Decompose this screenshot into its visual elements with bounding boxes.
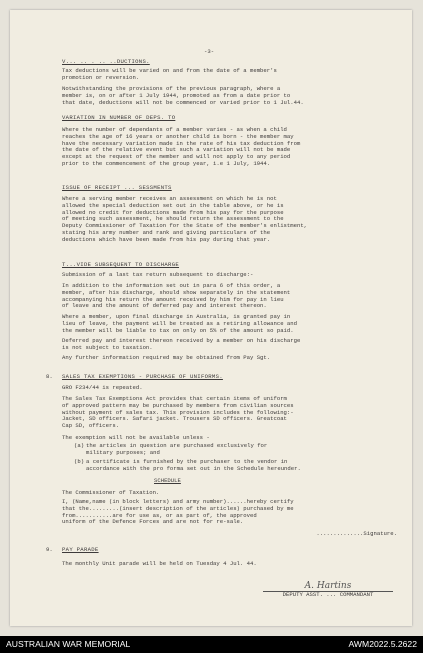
paragraph-exemption-unless: The exemption will not be available unless - [62,434,210,441]
paragraph-deferred-pay: Deferred pay and interest thereon received by a member on his discharge is not subject to taxation. [62,337,301,351]
paragraph-notwithstanding: Notwithstanding the provisions of the previous paragraph, where a member is, on or after 1 July 1944, promoted as from a date prior to that date, deductions will not be commenced or varied prior to 1 Jul.44. [62,85,304,106]
archive-footer-bar [0,636,423,653]
section-heading-dependants: VARIATION IN NUMBER OF DEPS. TO [62,114,176,121]
document-page [10,10,412,626]
paragraph-pay-in-lieu: Where a member, upon final discharge in Australia, is granted pay in lieu of leave, the payment will be treated as a retiring allowance and the member will be liable to tax on only on 5% of the amount so paid. [62,313,297,334]
schedule-certificate: I, (Name,name (in block letters) and army number)......hereby certify that the.........(insert description of the articles) purchased by me from...........are for use as, or as part of, the approved uniform of the Defence Forces and are not for re-sale. [62,498,294,526]
schedule-heading: SCHEDULE [154,477,181,484]
reference-gro: GRO F234/44 is repeated. [62,384,143,391]
list-item-label-b: (b) [74,458,85,465]
list-item-text-a: the articles in question are purchased exclusively for military purposes; and [86,442,268,456]
handwritten-signature: A. Hartins [304,581,352,591]
paragraph-info-after-discharge: In addition to the information set out in para 6 of this order, a member, after his discharge, should show separately in the statement accompanying his return the amount received by him for pay in lieu of leave and the amount of deferred pay and interest thereon. [62,282,291,310]
signature-block [263,583,393,599]
item-number-9: 9. [46,546,53,553]
section-heading-sales-tax: SALES TAX EXEMPTIONS - PURCHASE OF UNIFORMS. [62,373,223,380]
paragraph-further-info: Any further information required may be obtained from Pay Sgt. [62,354,271,361]
item-number-8: 8. [46,373,53,380]
paragraph-pay-parade: The monthly Unit parade will be held on Tuesday 4 Jul. 44. [62,560,257,567]
list-item-text-b: a certificate is furnished by the purchaser to the vendor in accordance with the pro forma set out in the Schedule hereunder. [86,458,301,472]
paragraph-sales-tax-act: The Sales Tax Exemptions Act provides that certain items of uniform of approved pattern may be purchased by members from civilian sources without payment of sales tax. This provision includes the following:- Jacket, SD officers. Safari jacket. Trousers SD officers. Greatcoat Cap SD, officers. [62,395,294,430]
section-heading-variations: V... .. . .. ..DUCTIONS. [62,58,150,65]
page-number: -3- [204,48,215,55]
signatory-title: DEPUTY ASST. ... COMMANDANT [263,591,393,599]
paragraph-variation-promotion: Tax deductions will be varied on and from the date of a member's promotion or reversion. [62,67,277,81]
list-item-label-a: (a) [74,442,85,449]
paragraph-last-return: Submission of a last tax return subsequent to discharge:- [62,271,254,278]
section-heading-pay-parade: PAY PARADE [62,546,99,553]
schedule-addressee: The Commissioner of Taxation. [62,489,160,496]
section-heading-discharge: T...VIDE SUBSEQUENT TO DISCHARGE [62,261,180,268]
section-heading-assessments: ISSUE OF RECEIPT ... SESSMENTS [62,184,172,191]
signature-line: ..............Signature. [316,530,397,537]
footer-accession-number: AWM2022.5.2622 [348,639,417,649]
footer-institution: AUSTRALIAN WAR MEMORIAL [6,639,131,649]
paragraph-assessments: Where a serving member receives an assessment on which he is not allowed the special deduction set out in the table above, or he is allowed no credit for deductions made from his pay for the purpose of meeting such assessment, he should return the assessment to the Deputy Commissioner of Taxation for the State of the member's enlistment, stating his army number and rank and giving particulars of the deductions which have been made from his pay during that year. [62,195,308,243]
paragraph-dependants: Where the number of dependants of a member varies - as when a child reaches the age of 16 years or another child is born - the member may have the necessary variation made in the rate of his tax deduction from the date of the relative event but such a variation will not be made except at the request of the member and will not apply to any period prior to the commencement of the group year, i.e 1 July, 1944. [62,126,301,167]
